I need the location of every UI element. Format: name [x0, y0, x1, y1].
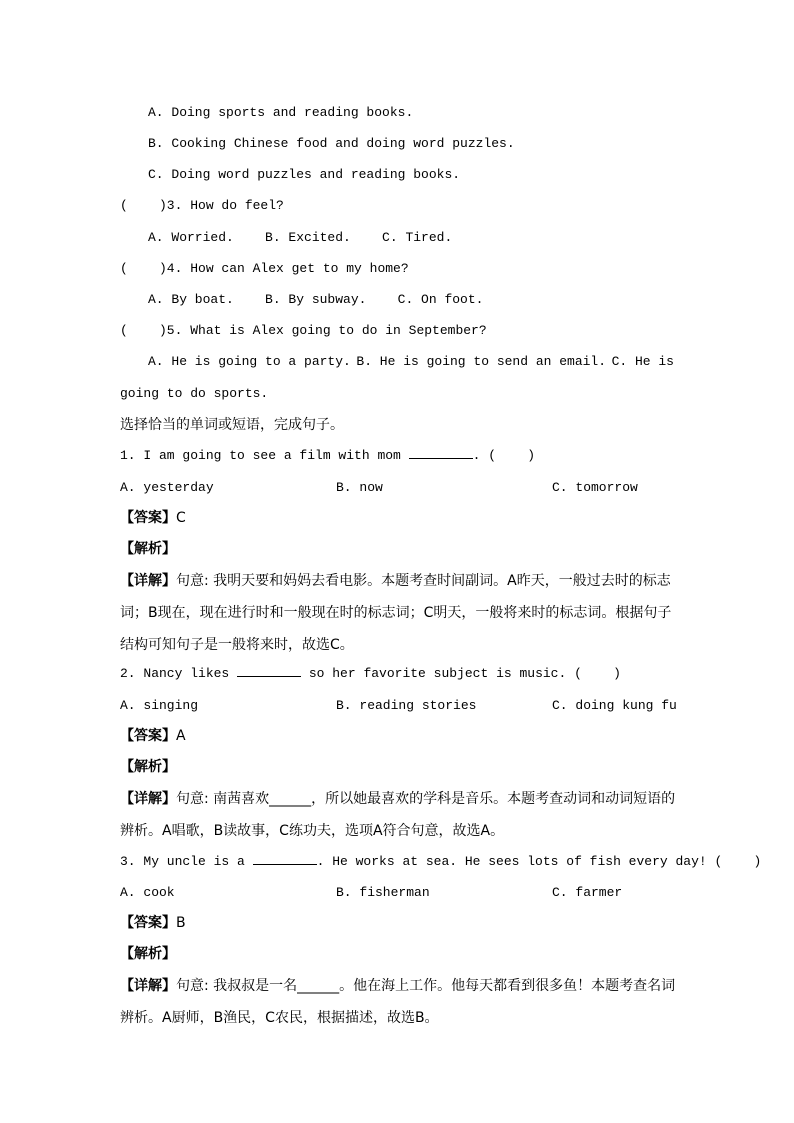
item-1-stem-before: 1. I am going to see a film with mom	[120, 448, 409, 463]
item-3-answer-label: 【答案】	[120, 915, 176, 931]
q2-option-c: C. Doing word puzzles and reading books.	[148, 167, 461, 182]
item-1-detail-label: 【详解】	[120, 573, 176, 589]
item-2-stem-after: so her favorite subject is music. ( )	[301, 666, 621, 681]
q5-option-c: C. He is	[611, 354, 674, 369]
q2-option-b: B. Cooking Chinese food and doing word puzzles.	[148, 136, 515, 151]
item-1-analysis-label: 【解析】	[120, 541, 176, 557]
q5-options	[148, 352, 674, 372]
item-1-answer-value: C	[176, 510, 186, 526]
item-2-analysis-label: 【解析】	[120, 759, 176, 775]
item-3-option-a: A. cook	[120, 885, 175, 900]
item-3-detail-label: 【详解】	[120, 978, 176, 994]
item-2-detail-text: 句意: 南茜喜欢______，所以她最喜欢的学科是音乐。本题考查动词和动词短语的辨析。A唱歌，B读故事，C练功夫，选项A符合句意，故选A。	[120, 791, 676, 839]
item-1-option-c: C. tomorrow	[552, 480, 638, 495]
q3-options: A. Worried. B. Excited. C. Tired.	[148, 230, 453, 245]
item-1-stem	[120, 446, 680, 466]
q5-option-a: A. He is going to a party.	[148, 354, 351, 369]
q4-options: A. By boat. B. By subway. C. On foot.	[148, 292, 484, 307]
item-1-answer-label: 【答案】	[120, 510, 176, 526]
item-1-option-a: A. yesterday	[120, 480, 214, 495]
item-2-option-a: A. singing	[120, 698, 199, 713]
item-3-stem-after: . He works at sea. He sees lots of fish every day! ( )	[316, 854, 762, 869]
q5-option-c-continued: going to do sports.	[120, 386, 269, 401]
item-2-answer	[120, 726, 680, 746]
q2-option-a: A. Doing sports and reading books.	[148, 105, 414, 120]
q4-stem: ( )4. How can Alex get to my home?	[120, 261, 409, 276]
item-2-answer-label: 【答案】	[120, 728, 176, 744]
item-3-answer	[120, 913, 680, 933]
item-2-stem-before: 2. Nancy likes	[120, 666, 238, 681]
q5-stem: ( )5. What is Alex going to do in September?	[120, 323, 487, 338]
item-3-answer-value: B	[176, 915, 186, 931]
item-1-stem-after: . ( )	[472, 448, 536, 463]
item-1-answer	[120, 508, 680, 528]
item-2-option-b: B. reading stories	[336, 698, 477, 713]
item-1-option-b: B. now	[336, 480, 383, 495]
item-2-detail	[120, 783, 676, 847]
item-3-analysis-label: 【解析】	[120, 946, 176, 962]
item-3-stem-before: 3. My uncle is a	[120, 854, 253, 869]
item-3-blank	[253, 852, 317, 865]
section-title: 选择恰当的单词或短语，完成句子。	[120, 417, 344, 433]
item-3-stem	[120, 852, 762, 872]
item-2-answer-value: A	[176, 728, 186, 744]
q5-option-b: B. He is going to send an email.	[356, 354, 607, 369]
item-2-option-c: C. doing kung fu	[552, 698, 677, 713]
item-3-detail-text: 句意: 我叔叔是一名______。他在海上工作。他每天都看到很多鱼！本题考查名词辨析。A厨师，B渔民，C农民，根据描述，故选B。	[120, 978, 676, 1026]
item-3-detail	[120, 970, 676, 1034]
item-3-option-b: B. fisherman	[336, 885, 430, 900]
item-2-detail-label: 【详解】	[120, 791, 176, 807]
item-2-stem	[120, 664, 680, 684]
item-1-detail	[120, 565, 676, 661]
item-3-option-c: C. farmer	[552, 885, 623, 900]
item-1-blank	[409, 446, 473, 459]
q3-stem: ( )3. How do feel?	[120, 198, 284, 213]
item-1-detail-text: 句意: 我明天要和妈妈去看电影。本题考查时间副词。A昨天，一般过去时的标志词；B现在，现在进行时和一般现在时的标志词；C明天，一般将来时的标志词。根据句子结构可知句子是一般将来时，故选C。	[120, 573, 672, 653]
item-2-blank	[237, 664, 301, 677]
